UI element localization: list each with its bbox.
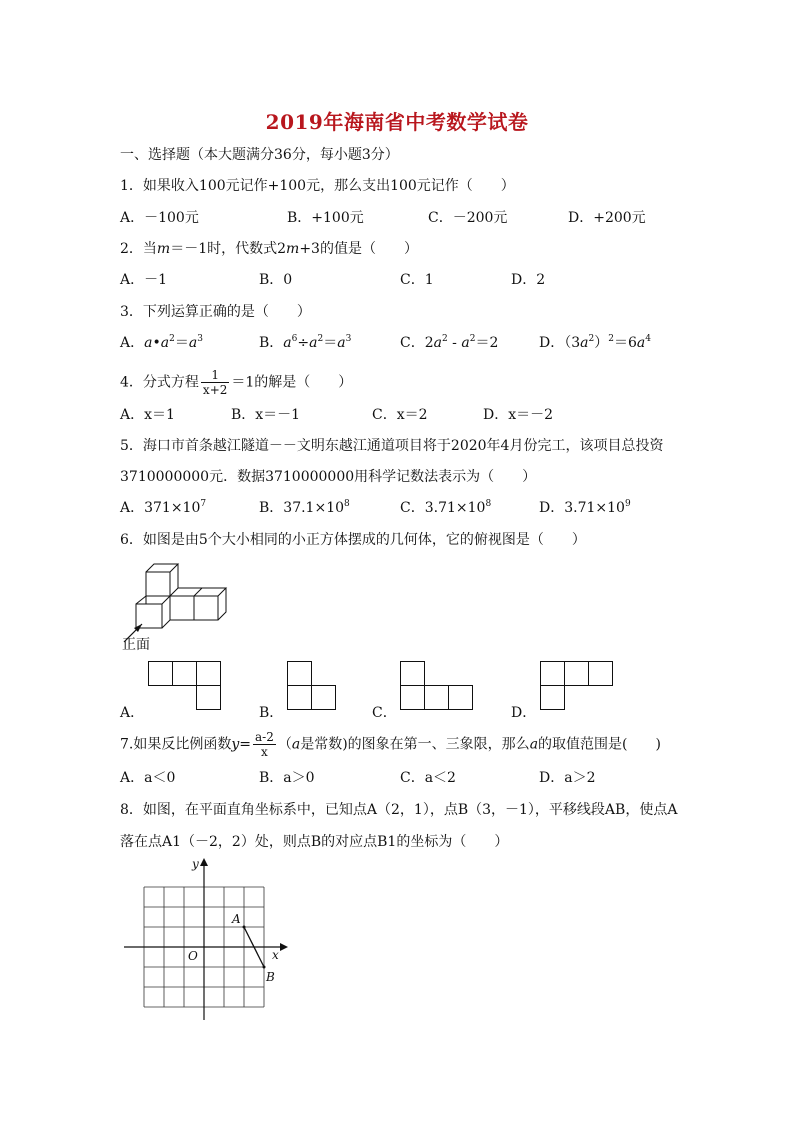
- q3-option-a[interactable]: A．$a•a^2=a^3$: [120, 334, 203, 351]
- q4-option-d[interactable]: D．x＝－2: [483, 407, 554, 423]
- q7-option-c[interactable]: C．a＜2: [400, 770, 456, 786]
- question-2-stem: 2．当m＝－1时，代数式2m+3的值是（ ）: [120, 241, 418, 257]
- point-a: [243, 926, 246, 929]
- point-a-label: A: [232, 912, 241, 926]
- origin-label: O: [188, 949, 198, 963]
- section-heading: 一、选择题（本大题满分36分，每小题3分）: [120, 147, 399, 163]
- cube-figure: [120, 560, 240, 640]
- q6-option-c-figure: [400, 661, 476, 711]
- q5-option-a[interactable]: A．$371\times 10^7$: [120, 499, 207, 516]
- q2-option-b[interactable]: B．0: [259, 272, 293, 288]
- page-title: 2019年海南省中考数学试卷: [265, 110, 529, 134]
- question-6-stem: 6．如图是由5个大小相同的小正方体摆成的几何体，它的俯视图是（ ）: [120, 532, 586, 548]
- q6-option-a-figure: [148, 661, 224, 711]
- q3-option-c[interactable]: C．$2a^2 - a^2=2$: [400, 334, 499, 351]
- y-axis-arrow: [200, 858, 208, 866]
- q2-option-c[interactable]: C．1: [400, 272, 434, 288]
- q4-option-c[interactable]: C．x＝2: [372, 407, 428, 423]
- x-axis-arrow: [280, 943, 288, 951]
- q5-option-c[interactable]: C．$3.71\times 10^8$: [400, 499, 492, 516]
- q1-option-c[interactable]: C．－200元: [428, 210, 508, 226]
- q3-option-b[interactable]: B．$a^6\div a^2=a^3$: [259, 334, 352, 351]
- q4-option-b[interactable]: B．x＝－1: [231, 407, 301, 423]
- question-4-stem: 4．分式方程 $\frac{1}{x+2}$ ＝1的解是（ ）: [120, 368, 353, 397]
- q5-option-d[interactable]: D．$3.71\times 10^9$: [539, 499, 631, 516]
- q3-option-d[interactable]: D．$(3a^2)^2=6a^4$: [539, 334, 651, 351]
- q7-option-a[interactable]: A．a＜0: [120, 770, 176, 786]
- question-3-stem: 3．下列运算正确的是（ ）: [120, 304, 311, 320]
- q6-option-a[interactable]: A．: [120, 705, 145, 721]
- q7-option-b[interactable]: B．a＞0: [259, 770, 315, 786]
- q6-option-c[interactable]: C．: [372, 705, 397, 721]
- question-5-line-1: 5．海口市首条越江隧道－－文明东越江通道项目将于2020年4月份完工，该项目总投资: [120, 438, 664, 454]
- point-b: [263, 966, 266, 969]
- q1-option-a[interactable]: A．－100元: [120, 210, 199, 226]
- y-axis-label: y: [192, 857, 199, 871]
- front-label: 正面: [122, 637, 150, 653]
- x-axis-label: x: [272, 948, 279, 962]
- q1-option-b[interactable]: B．+100元: [287, 210, 364, 226]
- fraction: $\frac{a-2}{x}$: [255, 730, 274, 759]
- question-7-stem: 7.如果反比例函数y= $\frac{a-2}{x}$ （a是常数)的图象在第一、三象限，那么a的取值范围是( ): [120, 730, 661, 759]
- q6-option-d[interactable]: D．: [511, 705, 537, 721]
- q4-option-a[interactable]: A．x＝1: [120, 407, 175, 423]
- q6-option-b-figure: [287, 661, 339, 711]
- coordinate-grid: [120, 858, 290, 1028]
- question-5-line-2: 3710000000元．数据3710000000用科学记数法表示为（ ）: [120, 469, 537, 485]
- q5-option-b[interactable]: B．$37.1\times 10^8$: [259, 499, 350, 516]
- q1-option-d[interactable]: D．+200元: [568, 210, 646, 226]
- q6-option-b[interactable]: B．: [259, 705, 284, 721]
- question-8-line-1: 8．如图，在平面直角坐标系中，已知点A（2，1），点B（3，－1），平移线段AB，使点A: [120, 802, 678, 818]
- q2-option-d[interactable]: D．2: [511, 272, 546, 288]
- fraction: $\frac{1}{x+2}$: [202, 368, 228, 397]
- q2-option-a[interactable]: A．－1: [120, 272, 168, 288]
- q7-option-d[interactable]: D．a＞2: [539, 770, 596, 786]
- point-b-label: B: [266, 970, 275, 984]
- q6-option-d-figure: [540, 661, 616, 711]
- question-1-stem: 1．如果收入100元记作+100元，那么支出100元记作（ ）: [120, 178, 515, 194]
- question-8-line-2: 落在点A1（－2，2）处，则点B的对应点B1的坐标为（ ）: [120, 834, 509, 850]
